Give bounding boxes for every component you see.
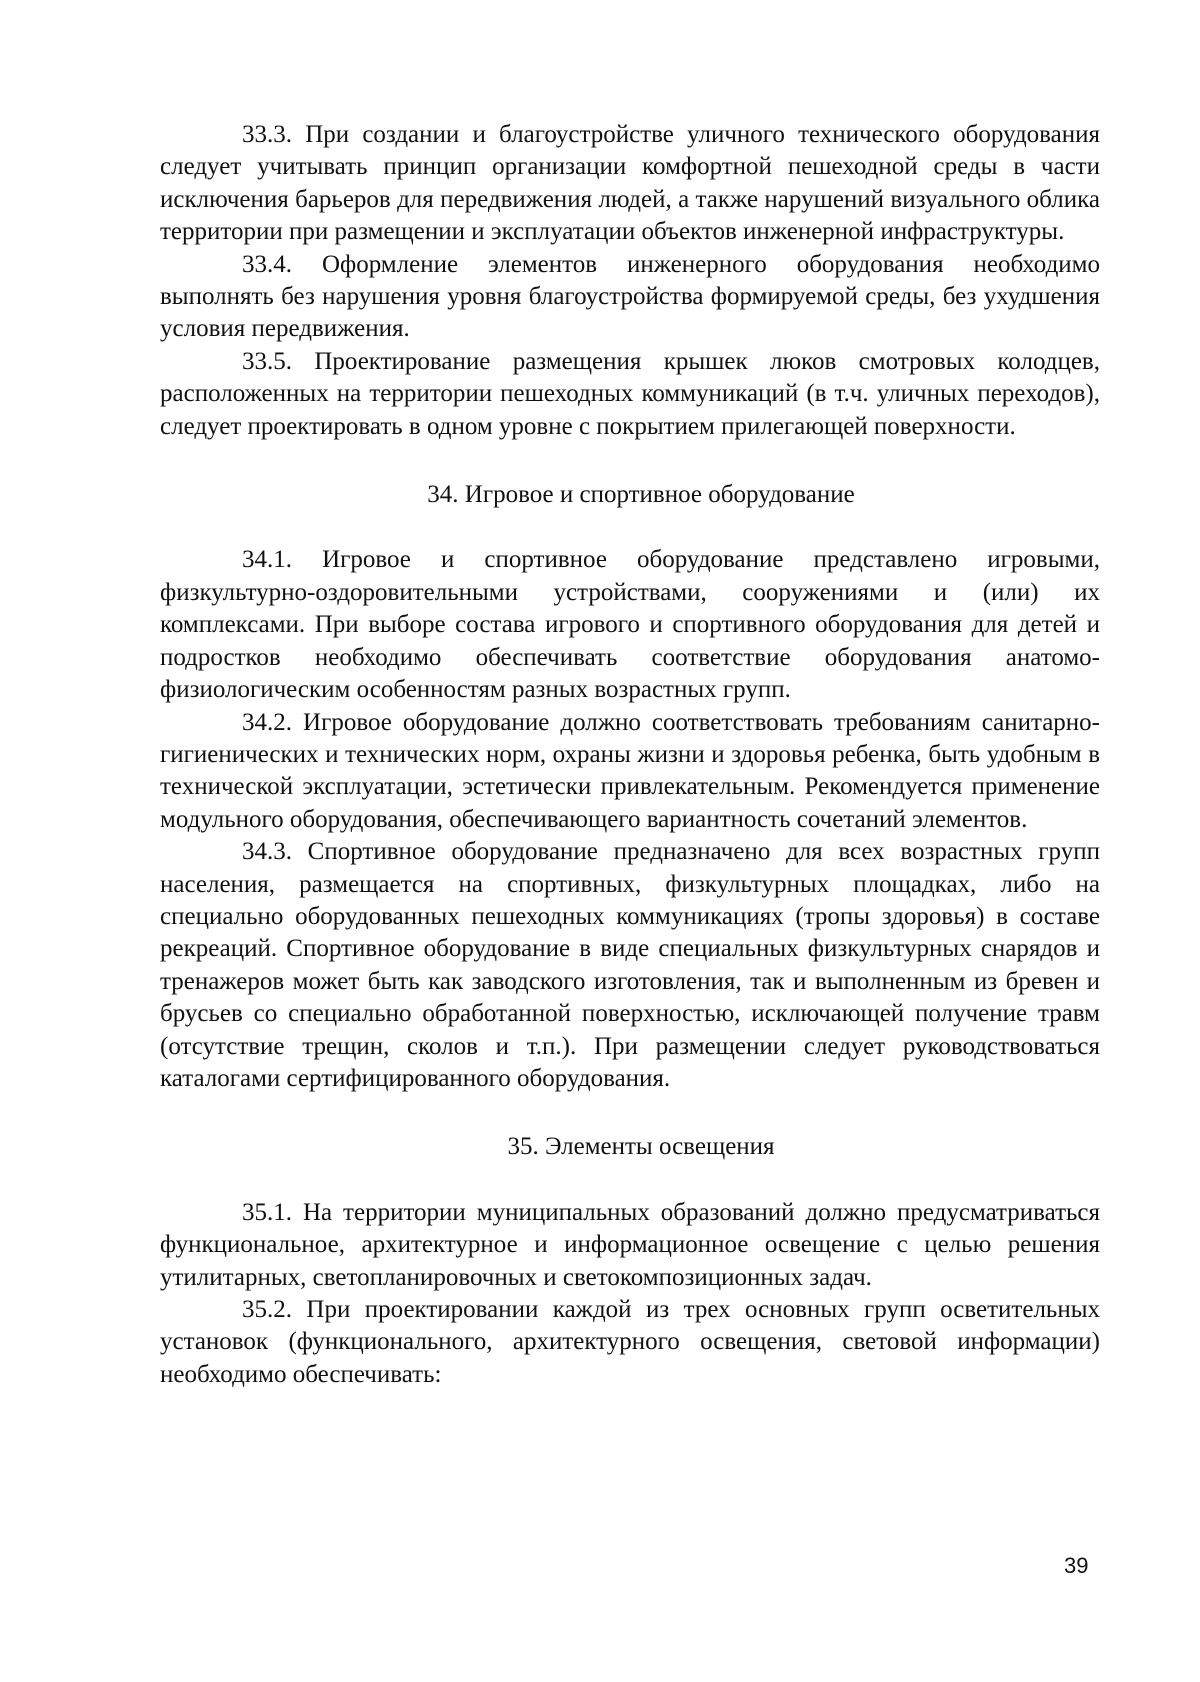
paragraph-35-2: 35.2. При проектировании каждой из трех основных групп осветительных установок (функционального, архитектурного освещения, световой информации) необходимо обеспечивать: <box>160 1296 1100 1388</box>
page-number: 39 <box>1064 1553 1089 1578</box>
section-34-heading: 34. Игровое и спортивное оборудование <box>427 481 855 509</box>
paragraph-33-4: 33.4. Оформление элементов инженерного оборудования необходимо выполнять без нарушения уровня благоустройства формируемой среды, без ухудшения условия передвижения. <box>160 250 1100 343</box>
document-body <box>160 119 1100 1391</box>
paragraph-35-1: 35.1. На территории муниципальных образований должно предусматриваться функциональное, архитектурное и информационное освещение с целью решения утилитарных, светопланировочных и светокомпозиционных задач. <box>160 1198 1100 1291</box>
paragraph-34-2: 34.2. Игровое оборудование должно соответствовать требованиям санитарно-гигиенических и технических норм, охраны жизни и здоровья ребенка, быть удобным в технической эксплуатации, эстетически привлекательным. Рекомендуется применение модульного оборудования, обеспечивающего вариантность сочетаний элементов. <box>160 708 1100 833</box>
section-35-heading: 35. Элементы освещения <box>507 1133 775 1161</box>
paragraph-33-5: 33.5. Проектирование размещения крышек люков смотровых колодцев, расположенных на территории пешеходных коммуникаций (в т.ч. уличных переходов), следует проектировать в одном уровне с покрытием прилегающей поверхности. <box>160 347 1100 440</box>
paragraph-34-3: 34.3. Спортивное оборудование предназначено для всех возрастных групп населения, размещается на спортивных, физкультурных площадках, либо на специально оборудованных пешеходных коммуникациях (тропы здоровья) в составе рекреаций. Спортивное оборудование в виде специальных физкультурных снарядов и тренажеров может быть как заводского изготовления, так и выполненным из бревен и брусьев со специально обработанной поверхностью, исключающей получение травм (отсутствие трещин, сколов и т.п.). При размещении следует руководствоваться каталогами сертифицированного оборудования. <box>160 838 1100 1092</box>
paragraph-34-1: 34.1. Игровое и спортивное оборудование представлено игровыми, физкультурно-оздоровительными устройствами, сооружениями и (или) их комплексами. При выборе состава игрового и спортивного оборудования для детей и подростков необходимо обеспечивать соответствие оборудования анатомо-физиологическим особенностям разных возрастных групп. <box>160 546 1100 704</box>
paragraph-33-3: 33.3. При создании и благоустройстве уличного технического оборудования следует учитывать принцип организации комфортной пешеходной среды в части исключения барьеров для передвижения людей, а также нарушений визуального облика территории при размещении и эксплуатации объектов инженерной инфраструктуры. <box>160 121 1100 246</box>
